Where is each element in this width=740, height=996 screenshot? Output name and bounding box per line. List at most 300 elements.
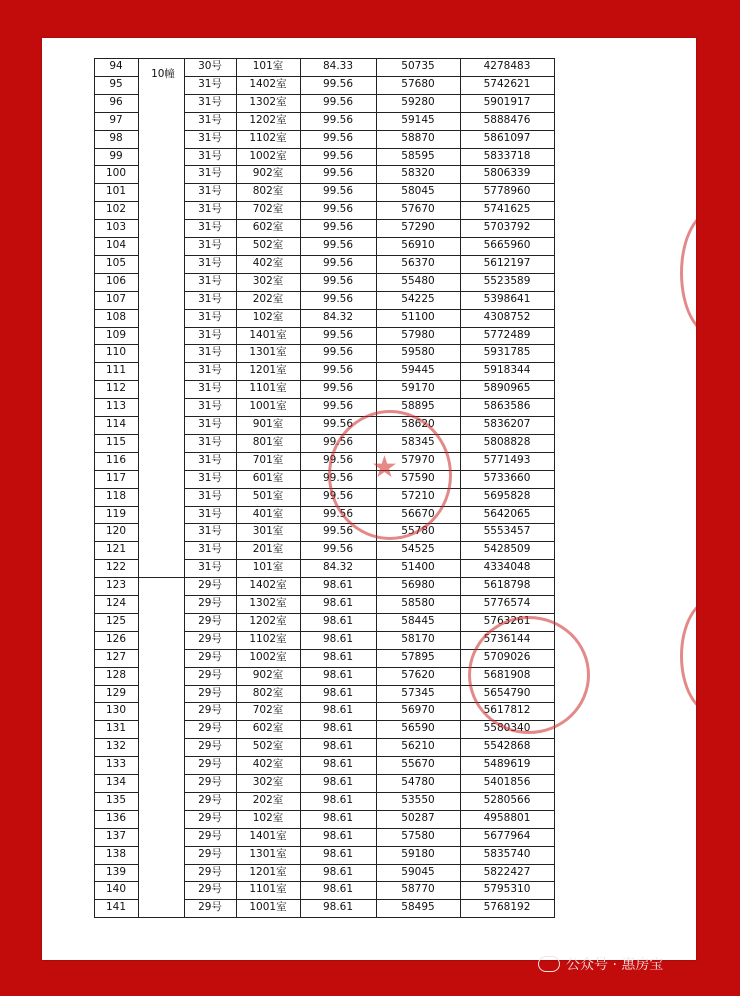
cell-tot: 5709026 xyxy=(483,650,531,663)
table-row xyxy=(94,488,598,506)
grid-line xyxy=(94,362,138,363)
cell-area: 99.56 xyxy=(322,507,354,520)
table-row xyxy=(94,506,598,524)
cell-area: 99.56 xyxy=(322,543,354,556)
grid-line xyxy=(94,846,138,847)
cell-idx: 134 xyxy=(105,776,127,788)
table-row xyxy=(94,864,598,882)
cell-unit: 58345 xyxy=(401,435,435,448)
cell-tot: 5695828 xyxy=(483,489,531,502)
cell-unit: 56910 xyxy=(401,239,435,251)
cell-rm: 702室 xyxy=(252,704,284,717)
cell-unit: 58320 xyxy=(401,167,435,180)
grid-line xyxy=(184,237,555,238)
cell-rm: 102室 xyxy=(252,811,284,824)
table-row xyxy=(94,201,598,219)
cell-tot: 5772489 xyxy=(483,328,531,341)
cell-idx: 128 xyxy=(105,668,127,681)
cell-rm: 502室 xyxy=(252,740,284,753)
grid-line xyxy=(184,523,555,524)
cell-tot: 5542868 xyxy=(483,740,531,753)
grid-line xyxy=(184,94,555,95)
grid-line xyxy=(184,470,555,471)
cell-bd: 31号 xyxy=(198,239,222,251)
grid-line xyxy=(184,649,555,650)
grid-line xyxy=(94,416,138,417)
grid-line xyxy=(184,702,555,703)
table-row xyxy=(94,165,598,183)
cell-bd: 31号 xyxy=(198,221,222,234)
grid-line xyxy=(184,398,555,399)
cell-bd: 31号 xyxy=(198,561,222,574)
grid-line xyxy=(94,523,138,524)
cell-rm: 201室 xyxy=(252,543,284,556)
cell-unit: 54780 xyxy=(401,776,435,788)
table-row xyxy=(94,327,598,345)
cell-bd: 31号 xyxy=(198,328,222,341)
grid-line xyxy=(138,58,184,59)
grid-line xyxy=(184,130,555,131)
cell-area: 98.61 xyxy=(322,883,354,896)
cell-bd: 31号 xyxy=(198,185,222,198)
table-row xyxy=(94,273,598,291)
table-row xyxy=(94,94,598,112)
cell-unit: 53550 xyxy=(401,793,435,806)
cell-area: 98.61 xyxy=(322,758,354,771)
cell-idx: 136 xyxy=(105,811,127,824)
grid-line xyxy=(94,94,138,95)
cell-idx: 109 xyxy=(105,328,127,341)
cell-tot: 5918344 xyxy=(483,364,531,377)
cell-tot: 5742621 xyxy=(483,77,531,90)
wechat-icon xyxy=(538,956,560,972)
grid-line xyxy=(184,899,555,900)
cell-idx: 113 xyxy=(105,400,127,413)
seal-stamp-edge xyxy=(680,598,696,714)
table-row xyxy=(94,881,598,899)
grid-line xyxy=(184,774,555,775)
cell-rm: 602室 xyxy=(252,221,284,234)
grid-line xyxy=(184,881,555,882)
cell-rm: 502室 xyxy=(252,239,284,251)
cell-area: 99.56 xyxy=(322,382,354,395)
cell-unit: 50735 xyxy=(401,60,435,72)
cell-area: 98.61 xyxy=(322,704,354,717)
cell-area: 99.56 xyxy=(322,113,354,126)
grid-line xyxy=(184,309,555,310)
table-row xyxy=(94,362,598,380)
cell-bd: 29号 xyxy=(198,847,222,860)
grid-line xyxy=(184,183,555,184)
cell-area: 98.61 xyxy=(322,865,354,878)
grid-line xyxy=(94,595,138,596)
cell-bd: 29号 xyxy=(198,865,222,878)
table-row xyxy=(94,702,598,720)
cell-area: 99.56 xyxy=(322,274,354,287)
cell-idx: 138 xyxy=(105,847,127,860)
cell-bd: 29号 xyxy=(198,793,222,806)
cell-rm: 1201室 xyxy=(249,865,287,878)
cell-tot: 5768192 xyxy=(483,901,531,914)
cell-tot: 5835740 xyxy=(483,847,531,860)
table-row xyxy=(94,541,598,559)
cell-area: 99.56 xyxy=(322,131,354,144)
cell-tot: 5861097 xyxy=(483,131,531,144)
table-row xyxy=(94,685,598,703)
cell-tot: 5736144 xyxy=(483,632,531,645)
cell-area: 99.56 xyxy=(322,400,354,413)
cell-area: 98.61 xyxy=(322,722,354,735)
cell-area: 98.61 xyxy=(322,776,354,788)
cell-tot: 5901917 xyxy=(483,95,531,108)
grid-line xyxy=(94,559,138,560)
grid-line xyxy=(94,130,138,131)
cell-area: 99.56 xyxy=(322,95,354,108)
cell-rm: 902室 xyxy=(252,167,284,180)
cell-rm: 1202室 xyxy=(249,113,287,126)
cell-rm: 302室 xyxy=(252,274,284,287)
cell-area: 84.32 xyxy=(322,561,354,574)
cell-area: 99.56 xyxy=(322,525,354,538)
cell-rm: 1302室 xyxy=(249,95,287,108)
cell-area: 98.61 xyxy=(322,668,354,681)
cell-bd: 31号 xyxy=(198,95,222,108)
cell-area: 99.56 xyxy=(322,203,354,216)
cell-rm: 302室 xyxy=(252,776,284,788)
table-row xyxy=(94,380,598,398)
grid-line xyxy=(94,577,138,578)
cell-idx: 129 xyxy=(105,686,127,699)
cell-idx: 119 xyxy=(105,507,127,520)
cell-bd: 31号 xyxy=(198,471,222,484)
cell-tot: 5741625 xyxy=(483,203,531,216)
cell-unit: 57670 xyxy=(401,203,435,216)
cell-tot: 5931785 xyxy=(483,346,531,359)
grid-line xyxy=(184,756,555,757)
cell-rm: 1001室 xyxy=(249,901,287,914)
cell-tot: 5523589 xyxy=(483,274,531,287)
cell-bd: 31号 xyxy=(198,525,222,538)
cell-tot: 5776574 xyxy=(483,597,531,609)
cell-idx: 105 xyxy=(105,256,127,269)
grid-line xyxy=(94,649,138,650)
cell-area: 99.56 xyxy=(322,185,354,198)
seal-stamp-edge xyxy=(680,210,696,336)
cell-tot: 5401856 xyxy=(483,776,531,788)
cell-tot: 5806339 xyxy=(483,167,531,180)
cell-unit: 58895 xyxy=(401,400,435,413)
cell-tot: 5398641 xyxy=(483,292,531,305)
grid-line xyxy=(94,792,138,793)
grid-line xyxy=(138,58,139,917)
cell-rm: 702室 xyxy=(252,203,284,216)
grid-line xyxy=(184,577,555,578)
cell-idx: 123 xyxy=(105,579,127,592)
cell-area: 98.61 xyxy=(322,847,354,860)
cell-idx: 131 xyxy=(105,722,127,735)
grid-line xyxy=(184,667,555,668)
cell-idx: 100 xyxy=(105,167,127,180)
table-row xyxy=(94,398,598,416)
cell-rm: 202室 xyxy=(252,292,284,305)
cell-bd: 31号 xyxy=(198,489,222,502)
cell-tot: 5888476 xyxy=(483,113,531,126)
cell-area: 98.61 xyxy=(322,632,354,645)
cell-area: 99.56 xyxy=(322,364,354,377)
grid-line xyxy=(94,881,138,882)
cell-unit: 51400 xyxy=(401,561,435,574)
cell-idx: 139 xyxy=(105,865,127,878)
grid-line xyxy=(184,76,555,77)
grid-line xyxy=(184,327,555,328)
cell-rm: 202室 xyxy=(252,793,284,806)
grid-line xyxy=(94,273,138,274)
cell-bd: 29号 xyxy=(198,597,222,609)
grid-line xyxy=(94,148,138,149)
cell-tot: 5771493 xyxy=(483,453,531,466)
cell-tot: 5703792 xyxy=(483,221,531,234)
cell-area: 98.61 xyxy=(322,793,354,806)
cell-bd: 29号 xyxy=(198,704,222,717)
cell-bd: 29号 xyxy=(198,883,222,896)
grid-line xyxy=(94,541,138,542)
grid-line xyxy=(184,219,555,220)
cell-rm: 1202室 xyxy=(249,614,287,627)
cell-idx: 104 xyxy=(105,239,127,251)
document-page xyxy=(42,38,696,960)
grid-line xyxy=(184,148,555,149)
cell-unit: 58445 xyxy=(401,614,435,627)
grid-line xyxy=(94,76,138,77)
cell-tot: 5677964 xyxy=(483,829,531,842)
cell-rm: 701室 xyxy=(252,453,284,466)
grid-line xyxy=(184,720,555,721)
grid-line xyxy=(94,685,138,686)
table-row xyxy=(94,58,598,76)
table-row xyxy=(94,559,598,577)
cell-tot: 5617812 xyxy=(483,704,531,717)
cell-bd: 31号 xyxy=(198,400,222,413)
cell-idx: 110 xyxy=(105,346,127,359)
cell-rm: 402室 xyxy=(252,256,284,269)
grid-line xyxy=(94,58,138,59)
cell-idx: 107 xyxy=(105,292,127,305)
cell-area: 99.56 xyxy=(322,167,354,180)
grid-line xyxy=(184,792,555,793)
table-row xyxy=(94,219,598,237)
grid-line xyxy=(94,631,138,632)
cell-unit: 59580 xyxy=(401,346,435,359)
cell-rm: 1301室 xyxy=(249,346,287,359)
cell-tot: 5665960 xyxy=(483,239,531,251)
cell-tot: 4958801 xyxy=(483,811,531,824)
table-row xyxy=(94,577,598,595)
cell-area: 98.61 xyxy=(322,597,354,609)
cell-bd: 30号 xyxy=(198,60,222,72)
grid-line xyxy=(94,380,138,381)
cell-unit: 58595 xyxy=(401,149,435,162)
cell-tot: 5580340 xyxy=(483,722,531,735)
cell-rm: 1401室 xyxy=(249,829,287,842)
cell-bd: 31号 xyxy=(198,435,222,448)
cell-unit: 56370 xyxy=(401,256,435,269)
grid-line xyxy=(184,112,555,113)
grid-line xyxy=(94,165,138,166)
grid-line xyxy=(184,917,555,918)
cell-area: 99.56 xyxy=(322,489,354,502)
cell-area: 98.61 xyxy=(322,579,354,592)
grid-line xyxy=(94,327,138,328)
cell-bd: 31号 xyxy=(198,382,222,395)
cell-rm: 602室 xyxy=(252,722,284,735)
grid-line xyxy=(94,810,138,811)
cell-tot: 4308752 xyxy=(483,310,531,323)
cell-idx: 115 xyxy=(105,435,127,448)
cell-tot: 5280566 xyxy=(483,793,531,806)
cell-unit: 54525 xyxy=(401,543,435,556)
cell-unit: 59280 xyxy=(401,95,435,108)
table-row xyxy=(94,237,598,255)
cell-idx: 106 xyxy=(105,274,127,287)
grid-line xyxy=(94,667,138,668)
cell-idx: 140 xyxy=(105,883,127,896)
cell-area: 98.61 xyxy=(322,740,354,753)
table-row xyxy=(94,452,598,470)
table-row xyxy=(94,183,598,201)
grid-line xyxy=(184,434,555,435)
cell-rm: 401室 xyxy=(252,507,284,520)
cell-bd: 29号 xyxy=(198,722,222,735)
cell-rm: 102室 xyxy=(252,310,284,323)
grid-line xyxy=(184,685,555,686)
cell-unit: 55480 xyxy=(401,274,435,287)
table-row xyxy=(94,595,598,613)
cell-unit: 57590 xyxy=(401,471,435,484)
cell-area: 99.56 xyxy=(322,346,354,359)
cell-unit: 57345 xyxy=(401,686,435,699)
cell-idx: 118 xyxy=(105,489,127,502)
cell-rm: 402室 xyxy=(252,758,284,771)
grid-line xyxy=(94,828,138,829)
cell-tot: 5822427 xyxy=(483,865,531,878)
grid-line xyxy=(184,631,555,632)
grid-line xyxy=(94,291,138,292)
cell-bd: 31号 xyxy=(198,418,222,430)
table-row xyxy=(94,148,598,166)
cell-rm: 1101室 xyxy=(249,382,287,395)
cell-rm: 1302室 xyxy=(249,597,287,609)
cell-unit: 58170 xyxy=(401,632,435,645)
cell-bd: 31号 xyxy=(198,256,222,269)
cell-bd: 31号 xyxy=(198,507,222,520)
table-row xyxy=(94,649,598,667)
grid-line xyxy=(184,506,555,507)
cell-idx: 101 xyxy=(105,185,127,198)
cell-tot: 5836207 xyxy=(483,418,531,430)
cell-area: 84.32 xyxy=(322,310,354,323)
table-row xyxy=(94,344,598,362)
cell-area: 98.61 xyxy=(322,614,354,627)
grid-line xyxy=(94,917,138,918)
cell-idx: 116 xyxy=(105,453,127,466)
table-row xyxy=(94,828,598,846)
grid-line xyxy=(184,58,555,59)
grid-line xyxy=(94,774,138,775)
cell-bd: 31号 xyxy=(198,203,222,216)
cell-bd: 29号 xyxy=(198,811,222,824)
grid-line xyxy=(94,738,138,739)
grid-line xyxy=(94,201,138,202)
cell-idx: 99 xyxy=(109,149,123,162)
cell-bd: 29号 xyxy=(198,614,222,627)
grid-line xyxy=(94,470,138,471)
cell-tot: 5618798 xyxy=(483,579,531,592)
cell-idx: 112 xyxy=(105,382,127,395)
table-row xyxy=(94,470,598,488)
grid-line xyxy=(184,273,555,274)
grid-line xyxy=(94,864,138,865)
grid-line xyxy=(184,416,555,417)
cell-tot: 5778960 xyxy=(483,185,531,198)
cell-rm: 1002室 xyxy=(249,650,287,663)
cell-tot: 5612197 xyxy=(483,256,531,269)
cell-rm: 1002室 xyxy=(249,149,287,162)
cell-idx: 124 xyxy=(105,597,127,609)
cell-idx: 133 xyxy=(105,758,127,771)
cell-rm: 1201室 xyxy=(249,364,287,377)
cell-area: 99.56 xyxy=(322,292,354,305)
grid-line xyxy=(184,828,555,829)
table-row xyxy=(94,774,598,792)
cell-bd: 31号 xyxy=(198,149,222,162)
grid-line xyxy=(184,541,555,542)
cell-tot: 5733660 xyxy=(483,471,531,484)
grid-line xyxy=(94,112,138,113)
cell-unit: 59170 xyxy=(401,382,435,395)
cell-bd: 31号 xyxy=(198,131,222,144)
cell-idx: 135 xyxy=(105,793,127,806)
cell-bd: 31号 xyxy=(198,292,222,305)
grid-line xyxy=(94,237,138,238)
cell-bd: 29号 xyxy=(198,901,222,914)
grid-line xyxy=(184,452,555,453)
grid-line xyxy=(138,577,184,578)
cell-rm: 1102室 xyxy=(249,131,287,144)
cell-area: 98.61 xyxy=(322,811,354,824)
table-row xyxy=(94,309,598,327)
cell-area: 98.61 xyxy=(322,650,354,663)
grid-line xyxy=(184,165,555,166)
cell-tot: 5489619 xyxy=(483,758,531,771)
grid-line xyxy=(184,613,555,614)
cell-area: 84.33 xyxy=(322,60,354,72)
cell-idx: 108 xyxy=(105,310,127,323)
cell-rm: 802室 xyxy=(252,686,284,699)
cell-area: 99.56 xyxy=(322,239,354,251)
grid-line xyxy=(184,488,555,489)
cell-area: 99.56 xyxy=(322,453,354,466)
cell-idx: 121 xyxy=(105,543,127,556)
cell-unit: 51100 xyxy=(401,310,435,323)
cell-bd: 29号 xyxy=(198,632,222,645)
grid-line xyxy=(94,344,138,345)
cell-bd: 29号 xyxy=(198,668,222,681)
cell-unit: 56670 xyxy=(401,507,435,520)
cell-idx: 141 xyxy=(105,901,127,914)
cell-unit: 56590 xyxy=(401,722,435,735)
table-row xyxy=(94,810,598,828)
cell-unit: 56210 xyxy=(401,740,435,753)
